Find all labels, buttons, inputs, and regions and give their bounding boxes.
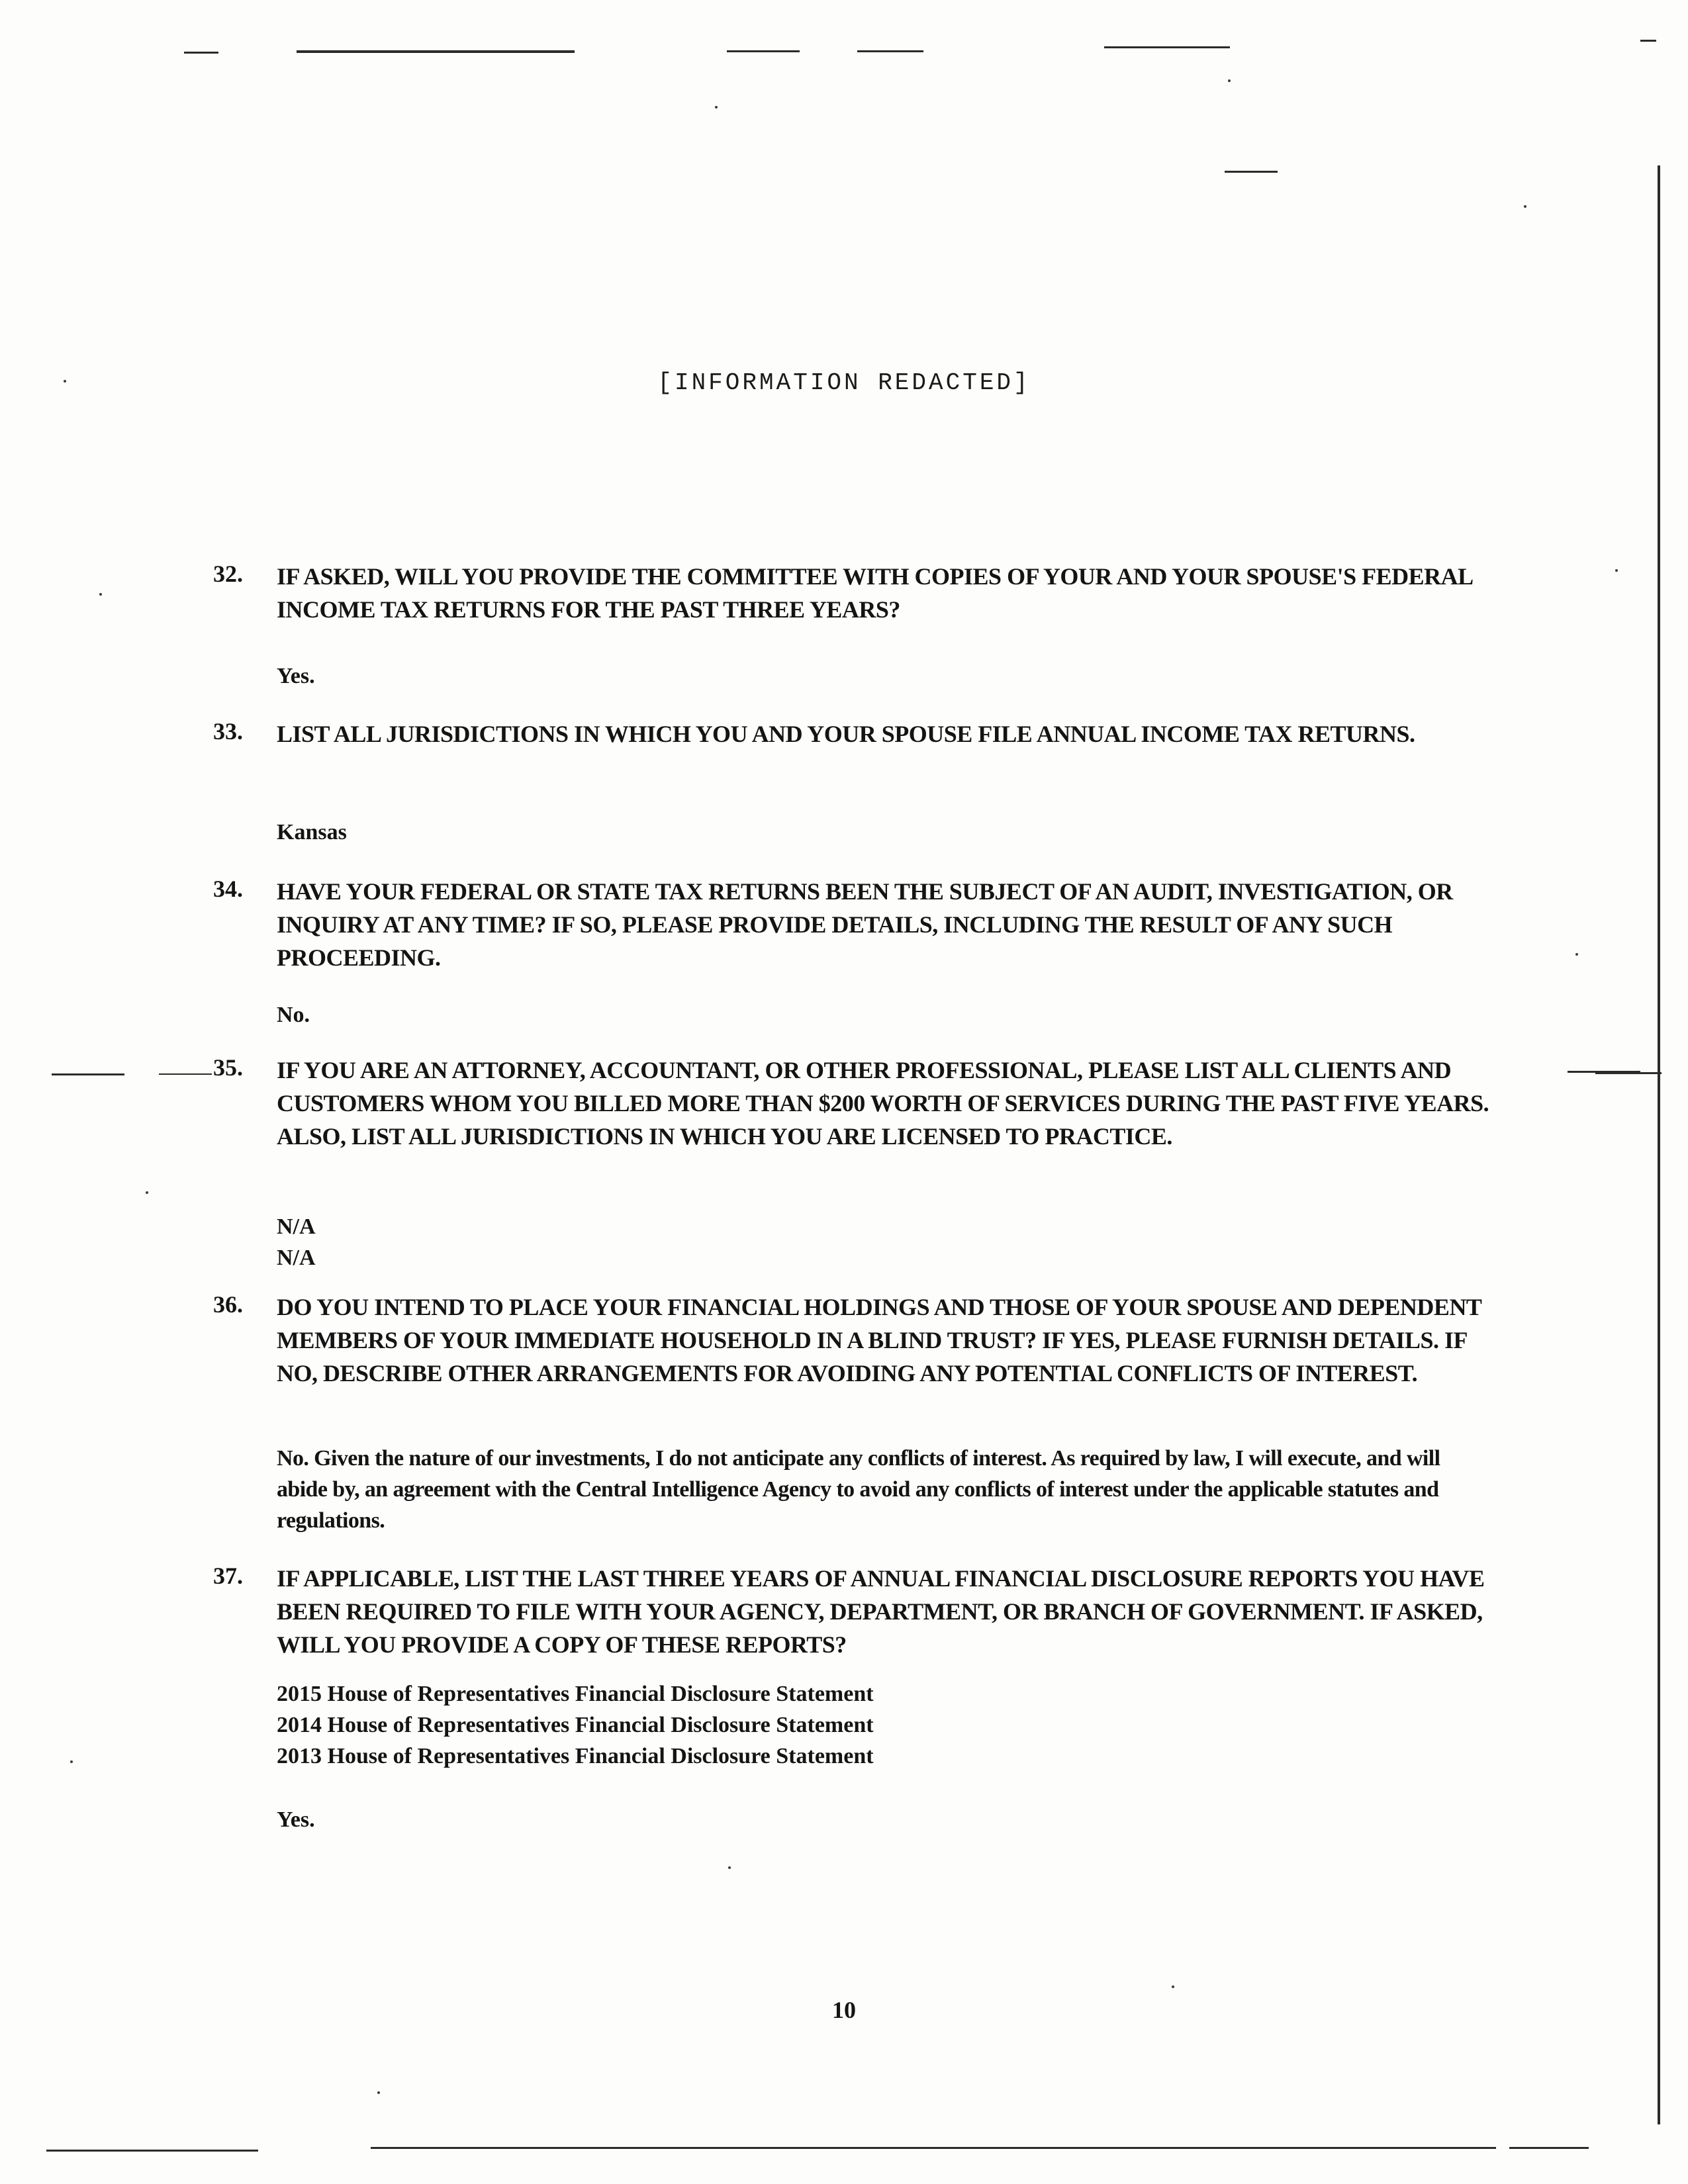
redaction-notice: [INFORMATION REDACTED] [657,369,1031,396]
scan-border-bottom-2 [371,2147,1496,2149]
question-33 [213,717,1497,751]
answer-line: N/A [277,1214,316,1239]
scan-artifact-left-1 [52,1073,124,1075]
answer-32 [277,660,1468,692]
question-34 [213,875,1497,974]
scan-artifact-right-2 [1595,1072,1662,1074]
scan-speck [70,1760,73,1763]
answer-line: N/A [277,1246,316,1270]
disclosure-report-line: 2013 House of Representatives Financial Disclosure Statement [277,1744,874,1768]
question-text: DO YOU INTEND TO PLACE YOUR FINANCIAL HOLDINGS AND THOSE OF YOUR SPOUSE AND DEPENDENT MEMBERS OF YOUR IMMEDIATE HOUSEHOLD IN A BLIND TRUST? IF YES, PLEASE FURNISH DETAILS. IF NO, DESCRIBE OTHER ARRANGEMENTS FOR AVOIDING ANY POTENTIAL CONFLICTS OF INTEREST. [277,1294,1481,1387]
question-number: 32. [213,561,243,587]
scan-speck [1615,569,1618,572]
answer-line: Yes. [277,1807,315,1832]
scan-speck [1228,79,1231,82]
question-37 [213,1562,1497,1661]
answer-line: No. [277,1003,310,1027]
question-36 [213,1291,1497,1390]
question-35 [213,1054,1497,1153]
scan-artifact-top-5 [1104,46,1230,48]
scan-artifact-top-1 [184,52,218,54]
scan-artifact-left-2 [159,1073,212,1075]
answer-line: Yes. [277,664,315,688]
question-number: 37. [213,1563,243,1589]
answer-36 [277,1443,1448,1536]
scan-speck [1172,1985,1174,1988]
scan-speck [728,1866,731,1869]
disclosure-report-line: 2014 House of Representatives Financial Disclosure Statement [277,1713,874,1737]
scan-border-bottom-1 [46,2150,258,2152]
answer-35 [277,1211,1468,1273]
answer-37-followup [277,1804,1468,1835]
scan-border-bottom-3 [1509,2147,1589,2149]
page-number: 10 [832,1997,856,2023]
scan-speck [377,2091,380,2094]
disclosure-report-line: 2015 House of Representatives Financial Disclosure Statement [277,1682,874,1706]
question-text: IF APPLICABLE, LIST THE LAST THREE YEARS OF ANNUAL FINANCIAL DISCLOSURE REPORTS YOU HAVE BEEN REQUIRED TO FILE WITH YOUR AGENCY, DEPARTMENT, OR BRANCH OF GOVERNMENT. IF ASKED, WILL YOU PROVIDE A COPY OF THESE REPORTS? [277,1565,1485,1658]
scan-artifact-top-6 [1225,171,1278,173]
scan-artifact-top-3 [727,50,800,52]
question-number: 33. [213,718,243,745]
answer-paragraph: No. Given the nature of our investments, I do not anticipate any conflicts of interest. As required by law, I will execute, and will abide by, an agreement with the Central Intelligence Agency to avoid any conflicts of interest under the applicable statutes and regulations. [277,1446,1440,1533]
question-text: IF ASKED, WILL YOU PROVIDE THE COMMITTEE WITH COPIES OF YOUR AND YOUR SPOUSE'S FEDERAL INCOME TAX RETURNS FOR THE PAST THREE YEARS? [277,563,1472,623]
question-number: 36. [213,1291,243,1318]
answer-line: Kansas [277,820,347,844]
scan-speck [715,106,718,109]
scan-speck [1524,205,1526,208]
scan-speck [99,593,102,596]
scan-speck [1575,953,1578,956]
question-text: HAVE YOUR FEDERAL OR STATE TAX RETURNS BEEN THE SUBJECT OF AN AUDIT, INVESTIGATION, OR INQUIRY AT ANY TIME? IF SO, PLEASE PROVIDE DETAILS, INCLUDING THE RESULT OF ANY SUCH PROCEEDING. [277,878,1453,971]
scan-artifact-top-right [1640,40,1656,42]
scan-artifact-top-4 [857,50,923,52]
question-number: 34. [213,876,243,902]
scan-artifact-top-2 [297,50,575,53]
answer-34 [277,999,1468,1030]
scan-border-right [1658,165,1660,2124]
scan-speck [146,1191,148,1194]
question-text: IF YOU ARE AN ATTORNEY, ACCOUNTANT, OR OTHER PROFESSIONAL, PLEASE LIST ALL CLIENTS AND CUSTOMERS WHOM YOU BILLED MORE THAN $200 WORTH OF SERVICES DURING THE PAST FIVE YEARS. ALSO, LIST ALL JURISDICTIONS IN WHICH YOU ARE LICENSED TO PRACTICE. [277,1057,1489,1150]
question-number: 35. [213,1054,243,1081]
answer-33 [277,817,1468,848]
answer-37 [277,1678,1468,1772]
question-32 [213,560,1497,626]
question-text: LIST ALL JURISDICTIONS IN WHICH YOU AND YOUR SPOUSE FILE ANNUAL INCOME TAX RETURNS. [277,721,1415,747]
